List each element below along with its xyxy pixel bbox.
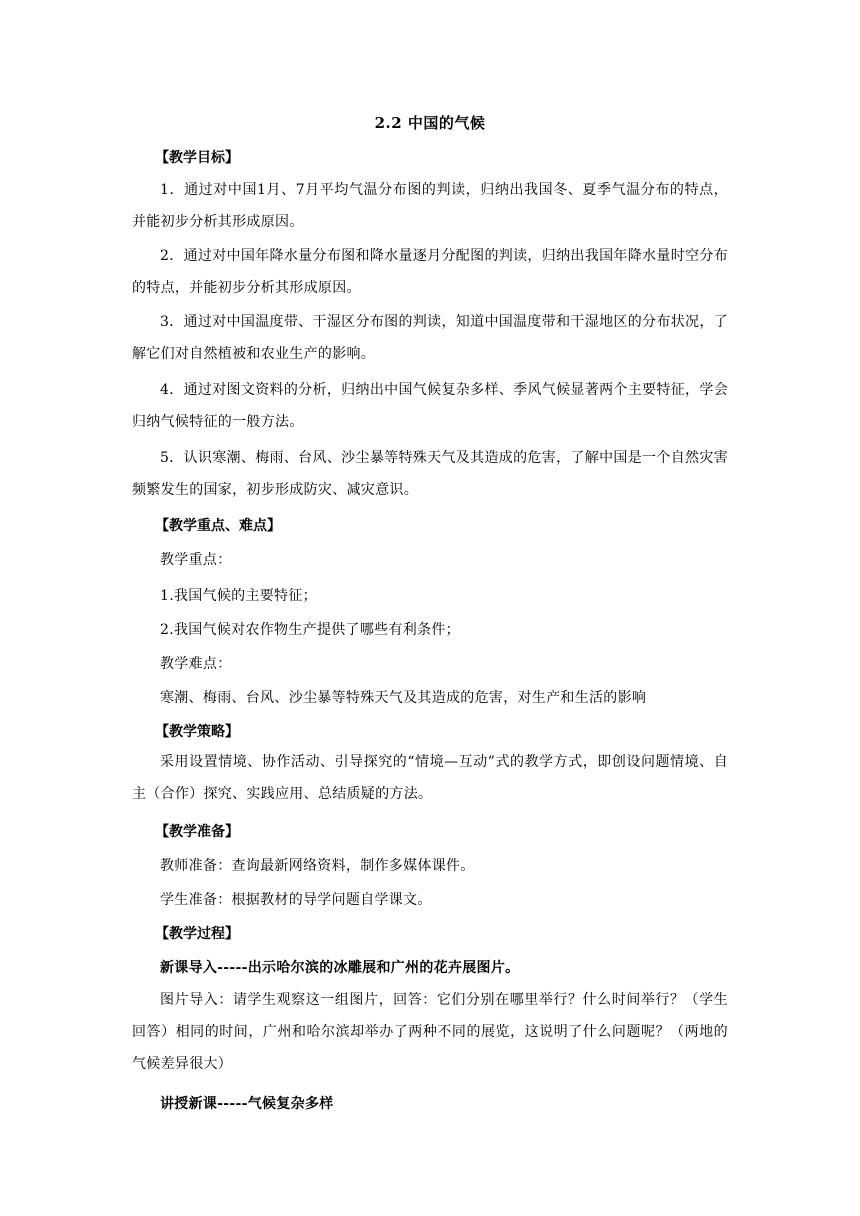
new-lesson-heading: 讲授新课-----气候复杂多样	[160, 1096, 334, 1112]
objective-5: 5．认识寒潮、梅雨、台风、沙尘暴等特殊天气及其造成的危害，了解中国是一个自然灾害频繁发生的国家，初步形成防灾、减灾意识。	[132, 450, 728, 498]
difficulty-1: 寒潮、梅雨、台风、沙尘暴等特殊天气及其造成的危害，对生产和生活的影响	[160, 690, 647, 706]
key-point-1: 1.我国气候的主要特征；	[160, 588, 317, 604]
objective-4: 4．通过对图文资料的分析，归纳出中国气候复杂多样、季风气候显著两个主要特征，学会归纳气候特征的一般方法。	[132, 382, 728, 430]
intro-heading: 新课导入-----出示哈尔滨的冰雕展和广州的花卉展图片。	[160, 960, 520, 976]
strategy-text: 采用设置情境、协作活动、引导探究的“情境—互动”式的教学方式，即创设问题情境、自主（合作）探究、实践应用、总结质疑的方法。	[132, 754, 728, 802]
objective-2: 2．通过对中国年降水量分布图和降水量逐月分配图的判读，归纳出我国年降水量时空分布的特点，并能初步分析其形成原因。	[132, 248, 728, 296]
document-title: 2.2 中国的气候	[374, 114, 486, 132]
objective-3: 3．通过对中国温度带、干湿区分布图的判读，知道中国温度带和干湿地区的分布状况，了解它们对自然植被和农业生产的影响。	[132, 314, 728, 362]
student-prep: 学生准备：根据教材的导学问题自学课文。	[160, 892, 432, 908]
difficulty-label: 教学难点：	[160, 656, 232, 672]
section-heading-key-points: 【教学重点、难点】	[155, 518, 281, 534]
key-points-label: 教学重点：	[160, 552, 232, 568]
intro-text: 图片导入：请学生观察这一组图片，回答：它们分别在哪里举行？什么时间举行？（学生回答）相同的时间，广州和哈尔滨却举办了两种不同的展览，这说明了什么问题呢？（两地的气候差异很大）	[132, 992, 728, 1072]
section-heading-objectives: 【教学目标】	[155, 150, 239, 166]
section-heading-strategy: 【教学策略】	[155, 724, 239, 740]
objective-1: 1．通过对中国1月、7月平均气温分布图的判读，归纳出我国冬、夏季气温分布的特点，并能初步分析其形成原因。	[132, 182, 728, 230]
section-heading-preparation: 【教学准备】	[155, 824, 239, 840]
teacher-prep: 教师准备：查询最新网络资料，制作多媒体课件。	[160, 858, 475, 874]
key-point-2: 2.我国气候对农作物生产提供了哪些有利条件；	[160, 622, 460, 638]
section-heading-process: 【教学过程】	[155, 926, 239, 942]
